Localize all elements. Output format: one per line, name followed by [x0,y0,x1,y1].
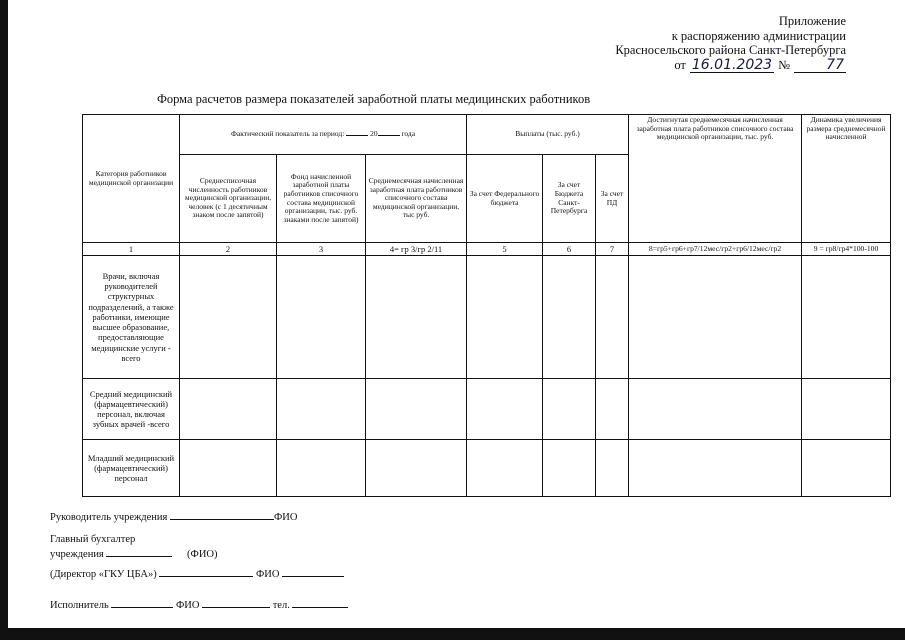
chief-acc-label-2: учреждения [50,549,104,560]
table-cell [467,256,543,379]
table-cell [277,379,366,440]
executor-tel: тел. [272,600,290,611]
chief-acc-label-1: Главный бухгалтер [50,534,136,545]
col-number-2: 2 [180,243,277,256]
executor-fio-line [202,597,270,608]
table-cell [180,379,277,440]
signature-head [50,509,297,524]
head-fio: ФИО [274,512,298,523]
header-actual-year: 20 [370,129,378,139]
header-salary-fund: Фонд начисленной заработной платы работников списочного состава медицинской организации, тыс. руб. знаками после запятой) [277,155,366,243]
header-payments: Выплаты (тыс. руб.) [467,115,629,155]
header-actual-prefix: Фактический показатель за период: [231,129,345,139]
col-number-7: 7 [596,243,629,256]
row-category-junior-staff: Младший медицинский (фармацевтический) персонал [83,440,180,497]
col-number-9: 9 = гр8/гр4*100-100 [802,243,891,256]
table-cell [629,256,802,379]
handwritten-date: 16.01.2023 [691,56,773,73]
year-blank [378,135,400,136]
col-number-4: 4= гр 3/гр 2/11 [366,243,467,256]
director-fio: ФИО [255,569,280,580]
header-dynamics: Динамика увеличения размера среднемесячной начисленной [802,115,891,243]
table-cell [543,379,596,440]
col-number-8: 8=гр5+гр6+гр7/12мес/гр2+гр6/12мес/гр2 [629,243,802,256]
row-category-doctors: Врачи, включая руководителей структурных подразделений, а также работники, имеющие высшее образование, предоставляющие медицинские услуги - всего [83,256,180,379]
table-cell [596,256,629,379]
signature-director [50,566,344,581]
table-cell [629,379,802,440]
table-cell [467,379,543,440]
scan-border-left [0,0,8,640]
chief-acc-fio: (ФИО) [187,549,218,560]
period-blank [346,135,368,136]
header-spb-budget: За счет Бюджета Санкт-Петербурга [543,155,596,243]
header-avg-salary: Среднемесячная начисленная заработная плата работников списочного состава медицинской организации, тыс руб. [366,155,467,243]
table-cell [180,440,277,497]
handwritten-number: 77 [794,58,846,74]
table-cell [277,256,366,379]
director-signature-line [159,566,253,577]
number-label: № [778,57,790,72]
director-label: (Директор «ГКУ ЦБА») [50,569,157,580]
executor-label: Исполнитель [50,600,109,611]
director-fio-line [282,566,344,577]
head-label: Руководитель учреждения [50,512,168,523]
table-cell [802,379,891,440]
header-actual-period [180,115,467,155]
table-cell [802,440,891,497]
executor-fio: ФИО [175,600,200,611]
signature-chief-accountant [50,534,218,561]
head-signature-line [170,509,274,520]
col-number-5: 5 [467,243,543,256]
from-label: от [674,57,686,72]
header-headcount: Среднесписочная численность работников медицинской организации, человек (с 1 десятичным знаком после запятой) [180,155,277,243]
table-cell [543,256,596,379]
signature-executor [50,597,348,612]
header-pd: За счет ПД [596,155,629,243]
scan-border-bottom [0,628,905,640]
col-number-6: 6 [543,243,596,256]
table-row [83,440,891,497]
header-category: Категория работников медицинской организации [83,115,180,243]
col-number-1: 1 [83,243,180,256]
col-number-3: 3 [277,243,366,256]
header-actual-suffix: года [401,129,416,139]
appendix-title: Приложение [778,14,846,28]
table-cell [596,379,629,440]
table-cell [277,440,366,497]
table-row [83,379,891,440]
appendix-line-order: к распоряжению администрации [671,28,846,43]
header-federal-budget: За счет Федерального бюджета [467,155,543,243]
table-cell [802,256,891,379]
table-cell [467,440,543,497]
table-cell [180,256,277,379]
chief-acc-signature-line [106,546,172,557]
salary-form-table [82,114,891,497]
executor-tel-line [292,597,348,608]
executor-signature-line [111,597,173,608]
appendix-date-line [674,58,846,74]
table-cell [366,440,467,497]
row-category-mid-staff: Средний медицинский (фармацевтический) персонал, включая зубных врачей -всего [83,379,180,440]
table-cell [543,440,596,497]
header-achieved-salary: Достигнутая среднемесячная начисленная заработная плата работников списочного состава медицинской организации, тыс. руб. [629,115,802,243]
table-cell [629,440,802,497]
appendix-line-district: Красносельского района Санкт-Петербурга [615,43,846,57]
table-cell [366,256,467,379]
form-title: Форма расчетов размера показателей заработной платы медицинских работников [157,92,591,106]
table-row [83,256,891,379]
table-cell [596,440,629,497]
table-cell [366,379,467,440]
appendix-header [615,14,846,73]
